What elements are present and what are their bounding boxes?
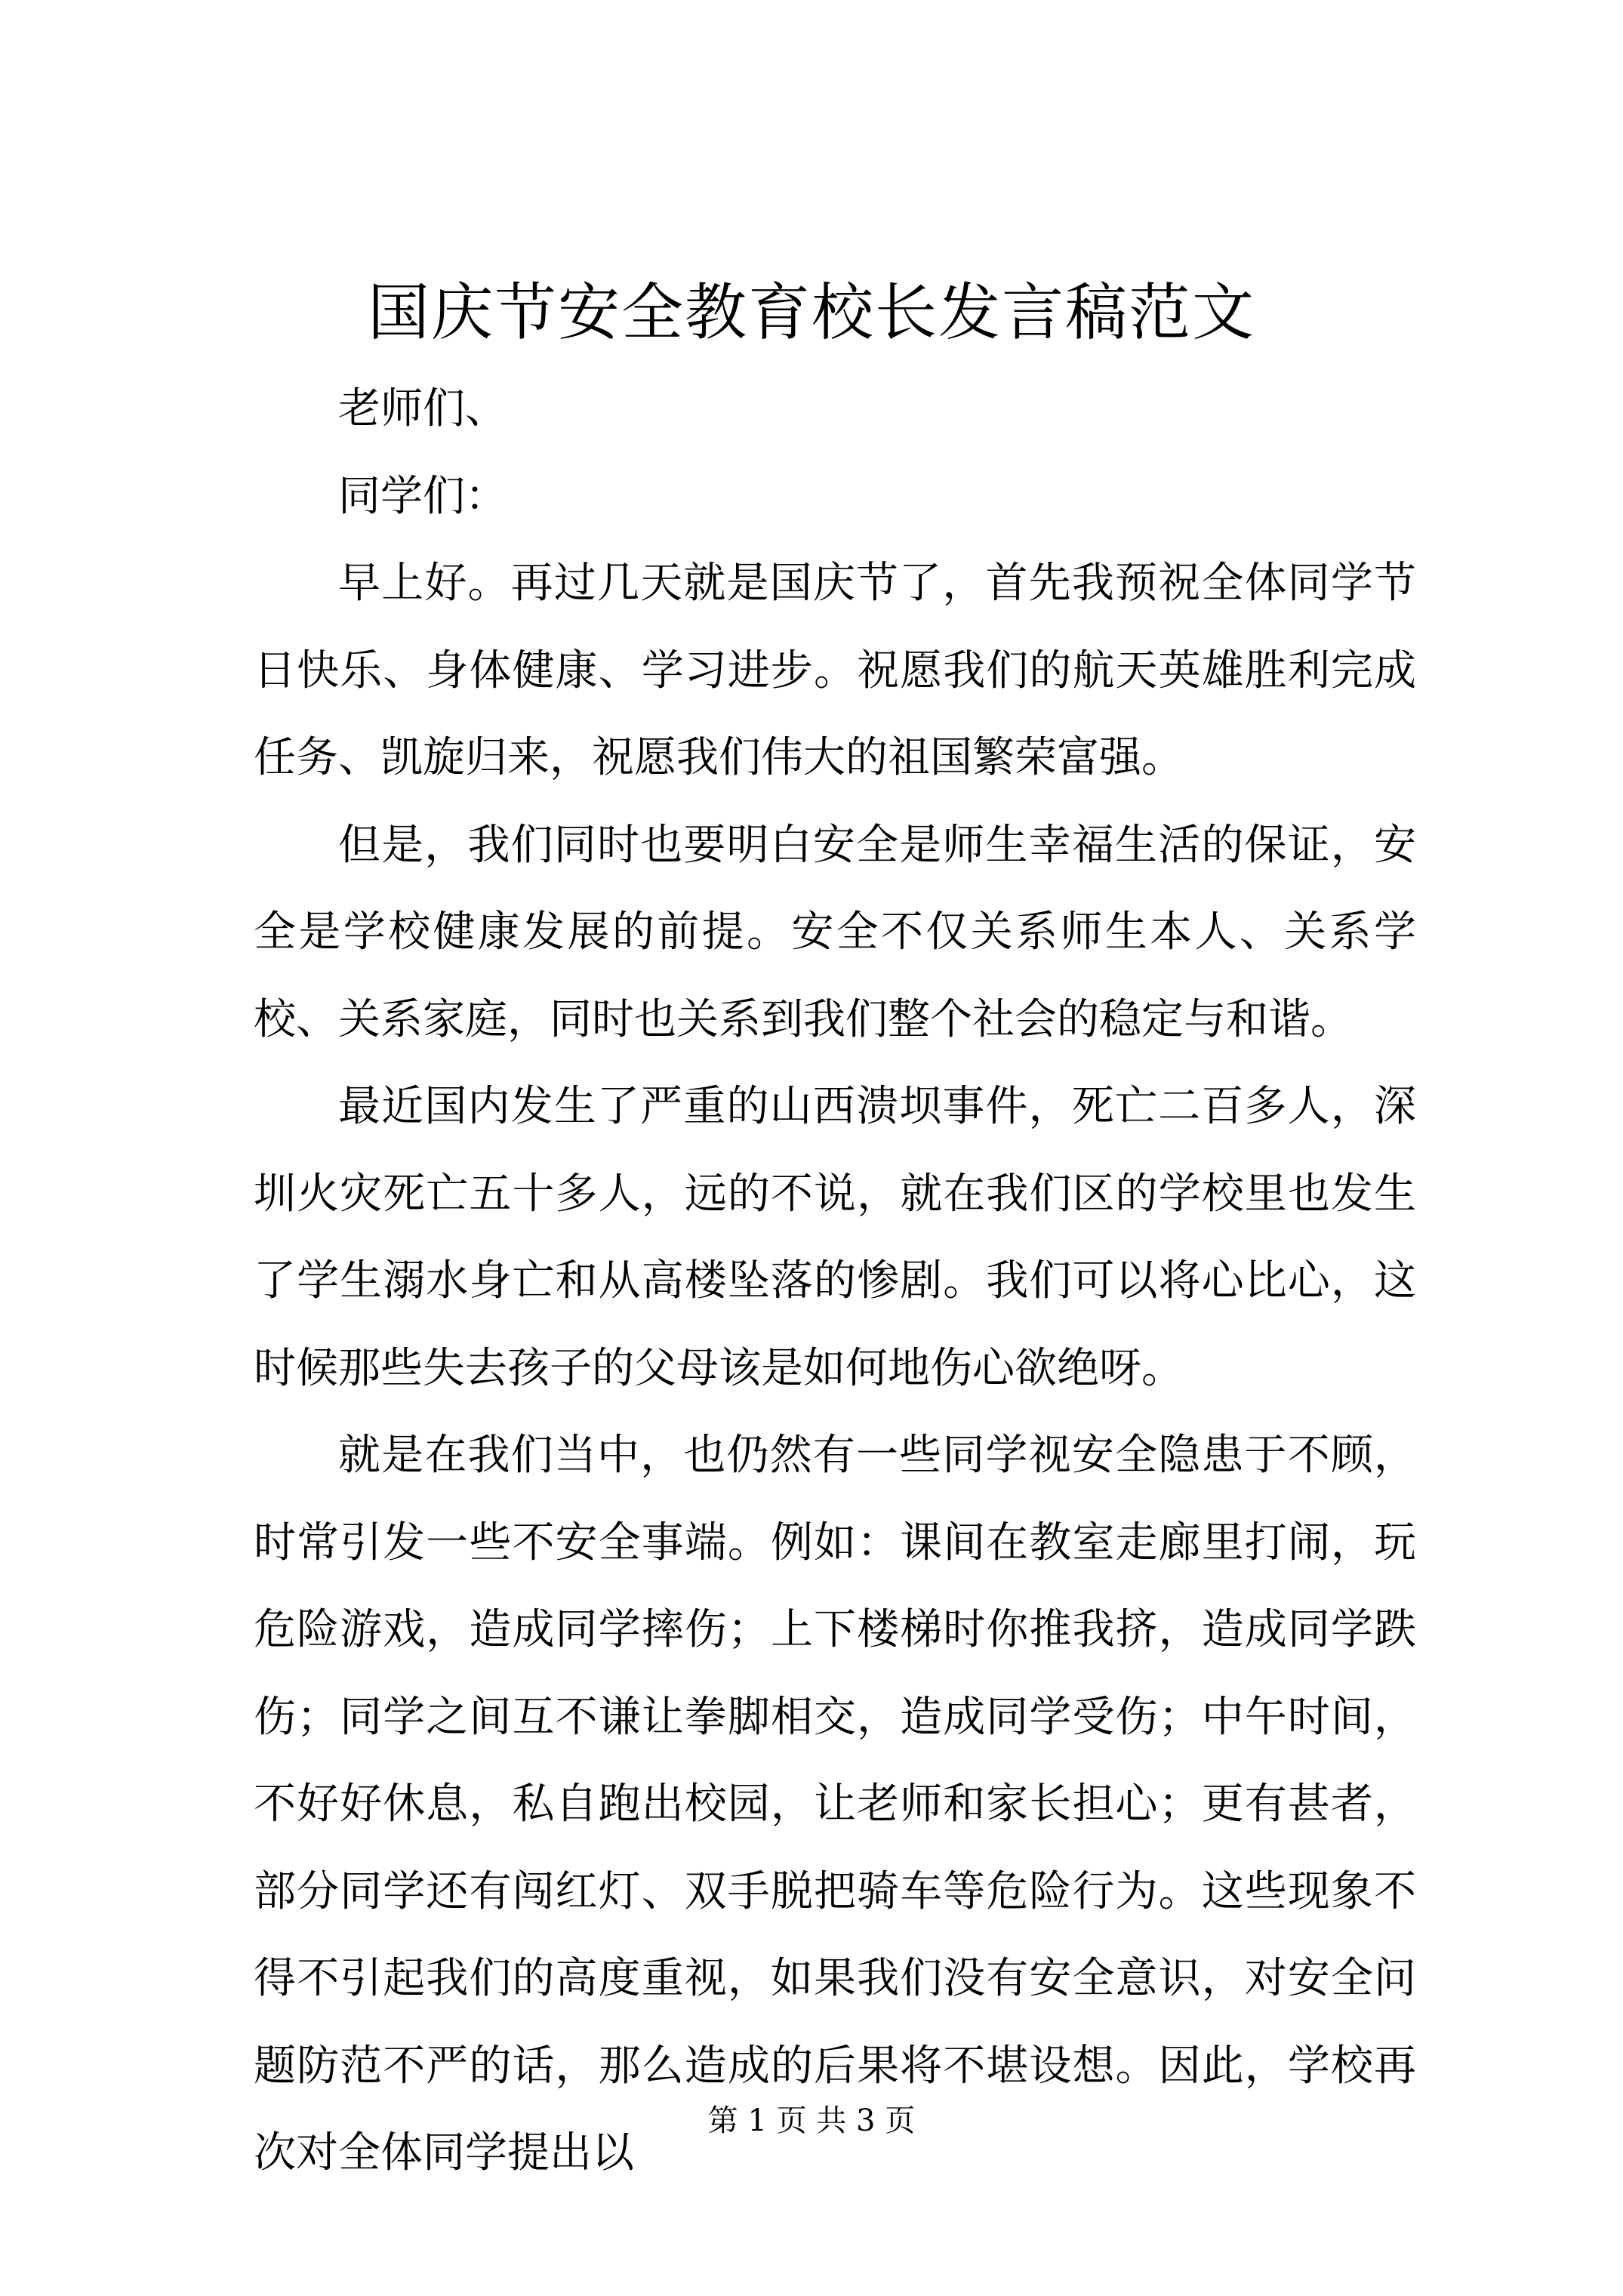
paragraph-safety-importance: 但是，我们同时也要明白安全是师生幸福生活的保证，安全是学校健康发展的前提。安全不仅关系师生本人、关系学校、关系家庭，同时也关系到我们整个社会的稳定与和谐。: [254, 820, 1416, 1044]
salutation-students: 同学们：: [338, 471, 507, 521]
paragraph-unsafe-behaviors: 就是在我们当中，也仍然有一些同学视安全隐患于不顾，时常引发一些不安全事端。例如：课间在教室走廊里打闹，玩危险游戏，造成同学摔伤；上下楼梯时你推我挤，造成同学跌伤；同学之间互不谦让拳脚相交，造成同学受伤；中午时间，不好好休息，私自跑出校园，让老师和家长担心；更有甚者，部分同学还有闯红灯、双手脱把骑车等危险行为。这些现象不得不引起我们的高度重视，如果我们没有安全意识，对安全问题防范不严的话，那么造成的后果将不堪设想。因此，学校再次对全体同学提出以: [254, 1431, 1416, 2177]
document-title: 国庆节安全教育校长发言稿范文: [367, 277, 1255, 349]
document-body: [254, 365, 1416, 2197]
salutation-teachers: 老师们、: [338, 384, 507, 433]
paragraph-recent-incidents: 最近国内发生了严重的山西溃坝事件，死亡二百多人，深圳火灾死亡五十多人，远的不说，就在我们区的学校里也发生了学生溺水身亡和从高楼坠落的惨剧。我们可以将心比心，这时候那些失去孩子的父母该是如何地伤心欲绝呀。: [254, 1082, 1416, 1393]
page-number-footer: 第 1 页 共 3 页: [707, 2103, 916, 2138]
paragraph-greeting: 早上好。再过几天就是国庆节了，首先我预祝全体同学节日快乐、身体健康、学习进步。祝愿我们的航天英雄胜利完成任务、凯旋归来，祝愿我们伟大的祖国繁荣富强。: [254, 559, 1416, 782]
